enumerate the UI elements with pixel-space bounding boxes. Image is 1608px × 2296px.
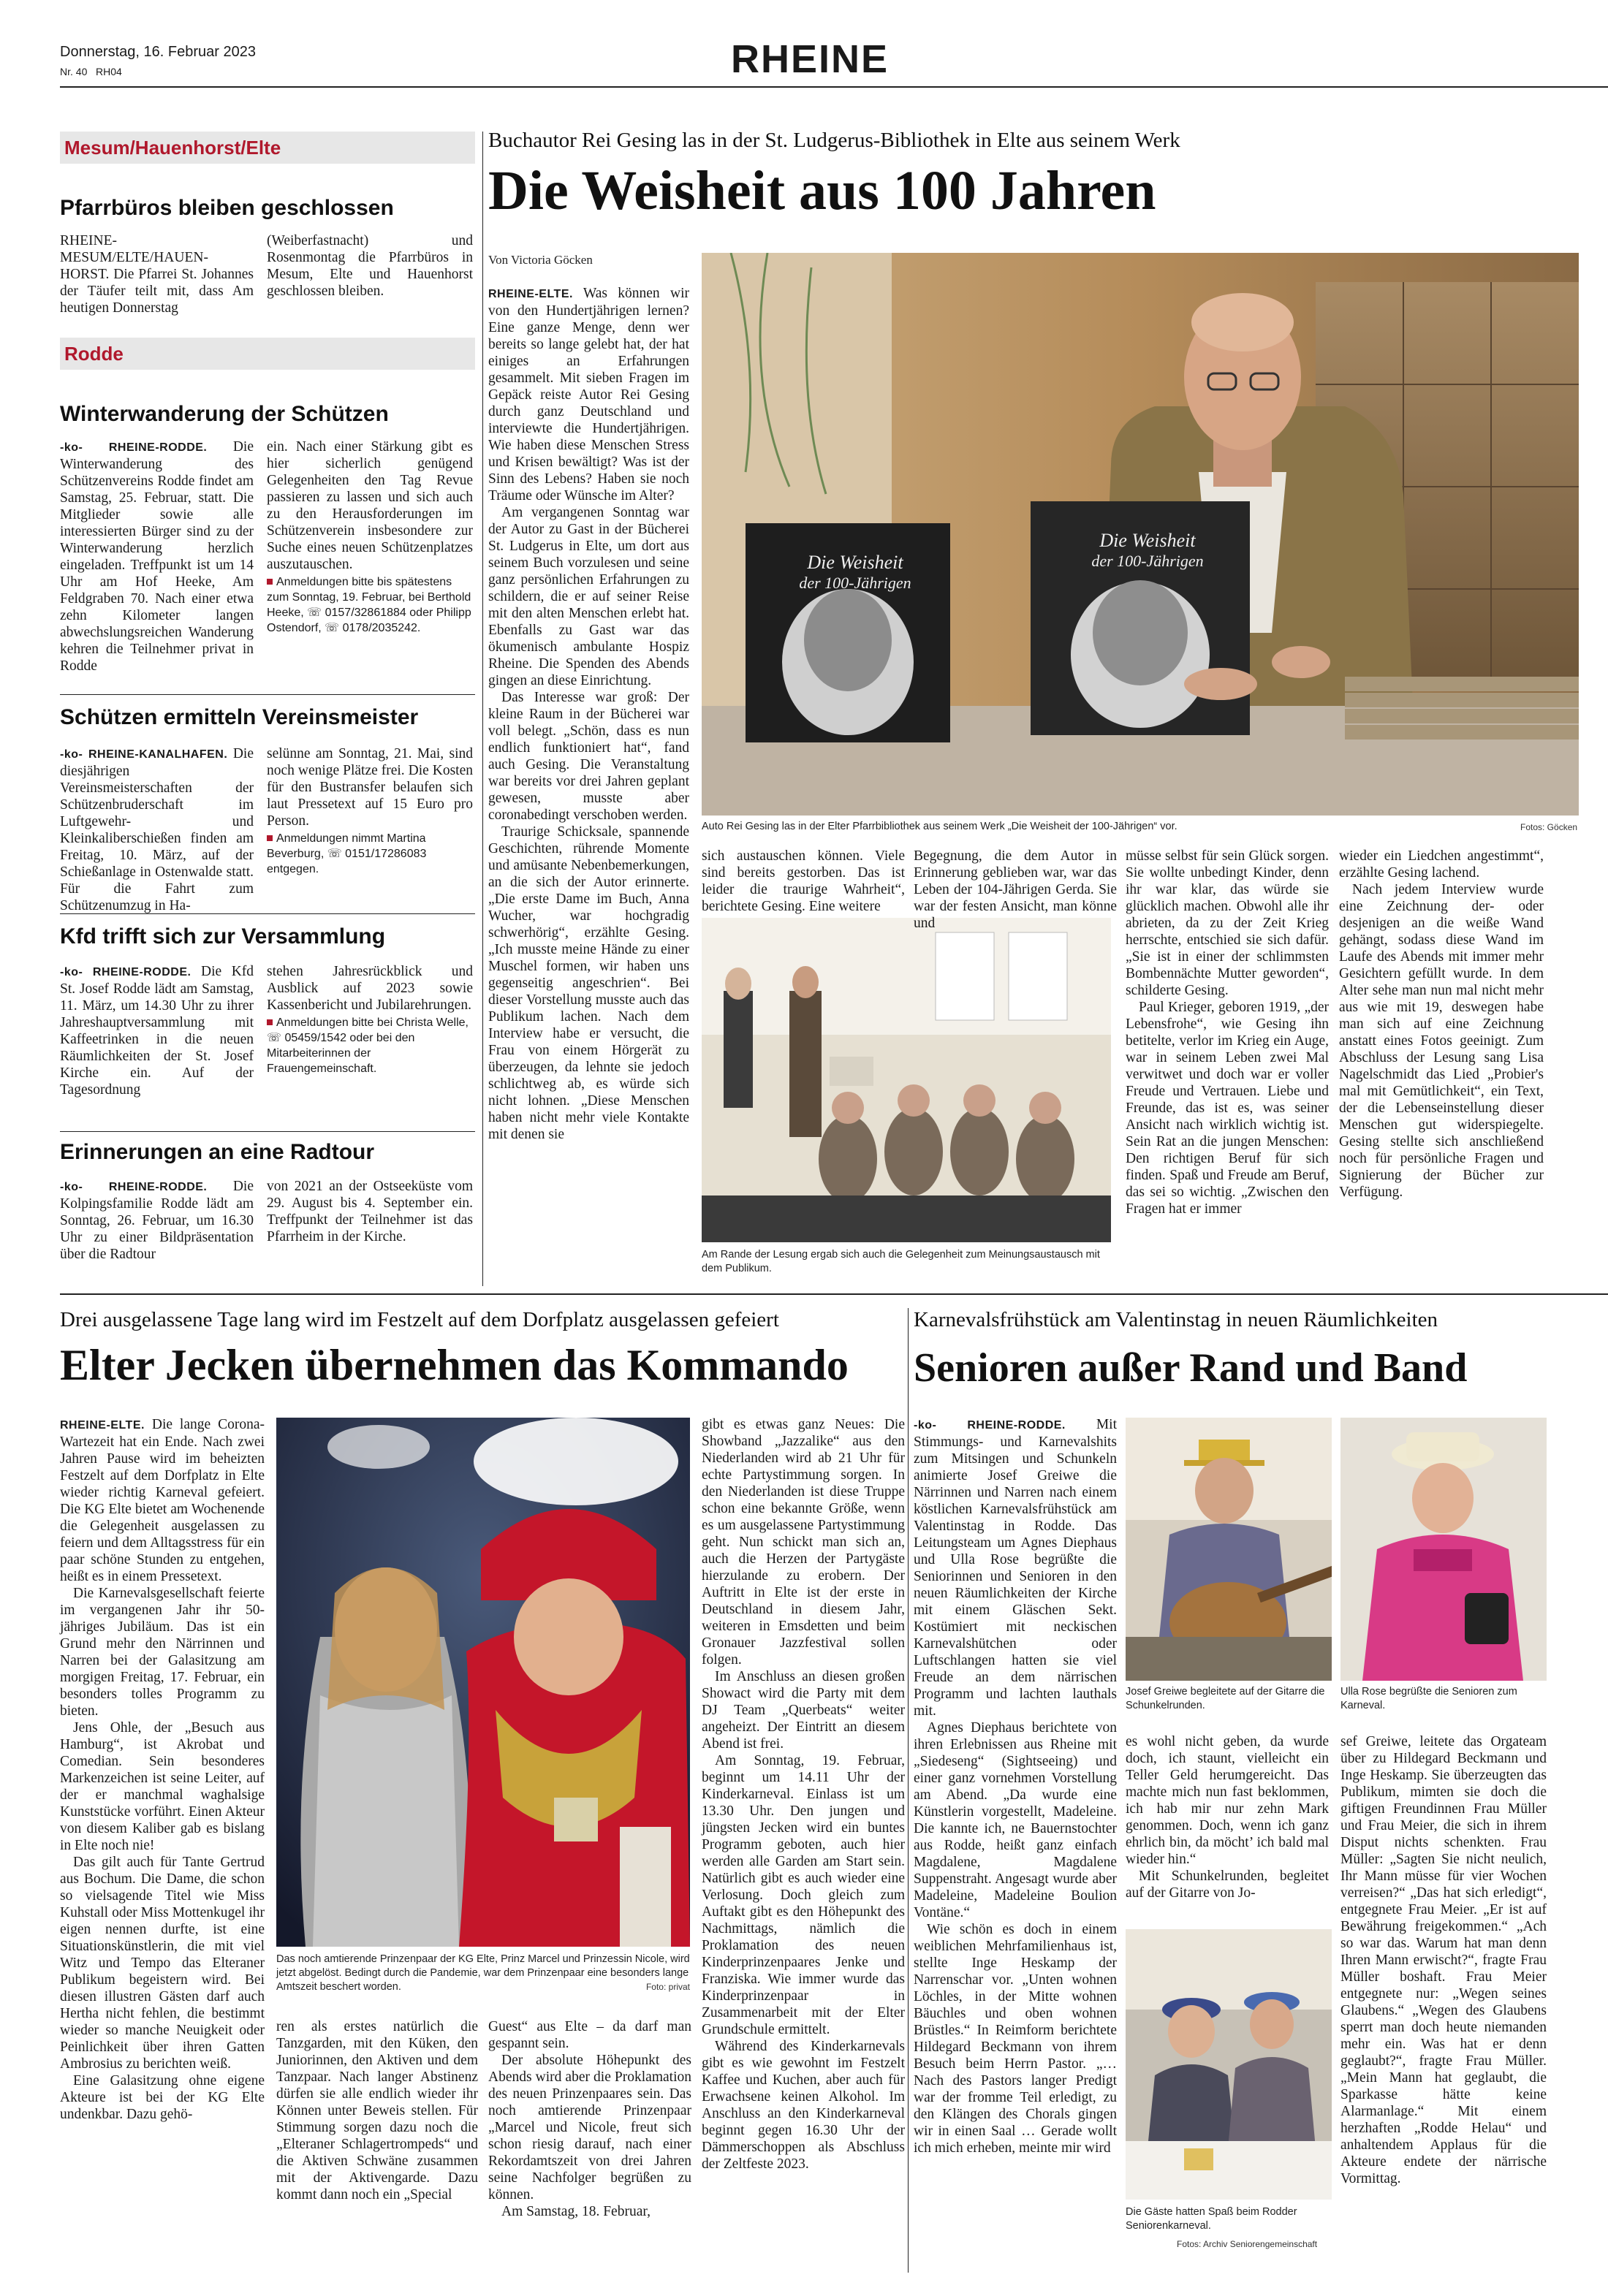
prince-couple-image bbox=[276, 1418, 690, 1947]
text: Am vergangenen Sonntag war der Autor zu Gast in der Bücherei St. Ludgerus in Elte, um dort aus seinem Buch vorzulesen und seine ganz persönlichen Erfahrungen zu schildern, die er auf seiner Reise mit den alten Menschen erlebt hat. Ebenfalls zu Gast war das ökumenisch ambulante Hospiz Rheine. Die Spenden des Abends gingen an diese Einrichtung. bbox=[488, 505, 689, 688]
page-date: Donnerstag, 16. Februar 2023 bbox=[60, 44, 256, 60]
section-divider bbox=[60, 1293, 1608, 1295]
book-cover-title bbox=[1053, 531, 1243, 571]
text: Die Karnevalsgesellschaft feierte im vergangenen Jahr ihr 50-jähriges Jubiläum. Das ist ein Grund mehr den Närrinnen und Narren bei der Galasitzung am morgigen Freitag, 17. Februar, ein besonders tolles Programm zu bieten. bbox=[60, 1586, 265, 1719]
text: Was können wir von den Hundertjährigen lernen? Eine ganze Menge, denn wer bereits so lange gelebt hat, der hat einiges an Erfahrungen gesammelt. Mit sieben Fragen im Gepäck reiste Autor Rei Gesing durch ganz Deutschland und interviewte die Hundertjährigen. Wie haben diese Menschen Stress und Krisen bewältigt? Was ist der Sinn des Lebens? Haben sie noch Träume oder Wünsche im Alter? bbox=[488, 286, 689, 503]
text: Im Anschluss an diesen großen Showact wird die Party mit dem DJ Team „Querbeats“ weiter angeheizt. Der Eintritt an diesem Abend ist frei. bbox=[702, 1669, 905, 1752]
article-radtour-col2 bbox=[267, 1178, 473, 1245]
lead-byline: Von Victoria Göcken bbox=[488, 253, 593, 267]
lead-article-col3 bbox=[914, 848, 1117, 932]
speaker-photo-caption: Ulla Rose begrüßte die Senioren zum Karneval. bbox=[1340, 1686, 1517, 1711]
text: selünne am Sonntag, 21. Mai, sind noch wenige Plätze frei. Die Kosten für den Bustransfer belaufen sich laut Pressetext auf 15 Euro pro Person. bbox=[267, 746, 473, 829]
header-rule bbox=[60, 86, 1608, 88]
article-winterwanderung-col2 bbox=[267, 438, 473, 636]
divider bbox=[60, 694, 475, 695]
article-radtour-col1 bbox=[60, 1178, 254, 1263]
article-kfd-col2 bbox=[267, 963, 473, 1076]
registration-note bbox=[267, 574, 473, 636]
senioren-col3 bbox=[1340, 1733, 1547, 2187]
text: Am Samstag, 18. Februar, bbox=[501, 2204, 651, 2219]
registration-note bbox=[267, 831, 473, 877]
kicker: -ko- RHEINE-RODDE. bbox=[60, 441, 208, 454]
headline-radtour: Erinnerungen an eine Radtour bbox=[60, 1140, 375, 1164]
lead-photo-caption: Auto Rei Gesing las in der Elter Pfarrbibliothek aus seinem Werk „Die Weisheit der 100-Jährigen“ vor. bbox=[702, 821, 1177, 832]
article-vereinsmeister-col2 bbox=[267, 745, 473, 877]
section-label: Mesum/Hauenhorst/Elte bbox=[64, 137, 281, 159]
text: Am Sonntag, 19. Februar, beginnt um 14.11 Uhr der Kinderkarneval. Einlass ist um 13.30 Uhr. Den jungen und jüngsten Jecken wird ein buntes Programm geboten, auch hier werden alle Garden am Start sein. Natürlich gibt es auch wieder eine Verlosung. Doch gleich zum Auftakt gibt es den Höhepunkt des Nachmittags, nämlich die Proklamation des neuen Kinderprinzenpaares Jenke und Franziska. Wie immer wurde das Kinderprinzenpaar in Zusammenarbeit mit der Elter Grundschule ermittelt. bbox=[702, 1753, 905, 2037]
text: Traurige Schicksale, spannende Geschichten, rührende Momente und amüsante Nebenbemerkungen, an die sich der Autor erinnerte. „Die erste Dame im Buch, Anna Wucher, war hochgradig schwerhörig“, erzählte Gesing. „Ich musste meine Hände zu einer Muschel formen, wir haben uns gegenseitig angeschrien“. Bei dieser Vorstellung musste auch das Publikum lachen. Nach dem Interview habe er versucht, die Frau von einem Hörgerät zu überzeugen, da lehnte sie jedoch schlichtweg ab, es würde sich nicht lohnen. „Diese Menschen haben nicht mehr viele Kontakte mit denen sie bbox=[488, 824, 689, 1142]
prince-photo-caption bbox=[276, 1953, 690, 1994]
guitar-photo bbox=[1126, 1418, 1332, 1681]
guests-photo-credit: Fotos: Archiv Seniorengemeinschaft bbox=[1177, 2239, 1318, 2249]
article-kfd-col1 bbox=[60, 963, 254, 1098]
jecken-headline: Elter Jecken übernehmen das Kommando bbox=[60, 1341, 849, 1389]
headline-winterwanderung: Winterwanderung der Schützen bbox=[60, 402, 389, 426]
caption-text: Das noch amtierende Prinzenpaar der KG Elte, Prinz Marcel und Prinzessin Nicole, wird jetzt abgelöst. Bedingt durch die Pandemie, war dem Prinzenpaar eine besonders lange Amtszeit beschert worden. bbox=[276, 1953, 690, 1993]
speaker-photo bbox=[1340, 1418, 1547, 1681]
text: RHEINE-MESUM/ELTE/HAUEN-HORST. Die Pfarrei St. Johannes der Täufer teilt mit, dass Am heutigen Donnerstag bbox=[60, 233, 254, 316]
text: Die Kfd St. Josef Rodde lädt am Samstag, 11. März, um 14.30 Uhr zu ihrer Jahreshauptversammlung mit Kaffeetrinken in die neuen Räumlichkeiten der St. Josef Kirche ein. Auf der Tagesordnung bbox=[60, 964, 254, 1098]
host-speaker-image bbox=[1340, 1418, 1547, 1681]
book-title-line: der 100-Jährigen bbox=[1091, 552, 1204, 570]
guests-image bbox=[1126, 1929, 1332, 2200]
text: Wie schön es doch in einem weiblichen Mehrfamilienhaus ist, stellte Inge Heskamp der Narrenschar vor. „Unten wohnen Löchles, in der Mitte wohnen Bäuchles und oben wohnen Brüstles.“ In Reimform berichtete Hildegard Beckmann von ihrem Besuch beim Herrn Pastor. „…Nach des Pastors langer Predigt war der fromme Teil erledigt, zu den Klängen des Chorals gingen wir in einen Saal … Gerade wollt ich mich erheben, meinte mir wird bbox=[914, 1922, 1117, 2156]
registration-note bbox=[267, 1015, 473, 1076]
text: Nach jedem Interview wurde eine Zeichnung der- oder desjenigen an die weiße Wand gehängt, sodass diese Wand im Laufe des Abends mit immer mehr Gesichtern gefüllt wurde. In dem Alter sehe man nun mal nicht mehr aus wie mit 19, deswegen habe man sich auf eine Zeichnung anstatt eines Fotos geeinigt. Zum Abschluss der Lesung sang Lisa Nagelschmidt das Lied „Probier's mal mit Gemütlichkeit“, ein Text, der die Lebenseinstellung dieser Menschen gut widerspiegelte. Gesing stellte sich anschließend noch für persönliche Fragen und Signierung der Bücher zur Verfügung. bbox=[1339, 882, 1544, 1200]
square-bullet-icon bbox=[267, 835, 273, 841]
photo-credit: Foto: privat bbox=[645, 1982, 690, 1992]
divider bbox=[60, 913, 475, 914]
text: sich austauschen können. Viele sind bereits gestorben. Das ist leider die traurige Wahrheit“, berichtete Gesing. Eine weitere bbox=[702, 848, 905, 914]
text: wieder ein Liedchen angestimmt“, erzählte Gesing lachend. bbox=[1339, 848, 1544, 881]
note-text: Anmeldungen nimmt Martina Beverburg, ☏ 0151/17286083 entgegen. bbox=[267, 832, 427, 875]
kicker: -ko- RHEINE-KANALHAFEN. bbox=[60, 748, 228, 761]
sidebar-divider bbox=[482, 132, 483, 1286]
text: Paul Krieger, geboren 1919, „der Lebensfrohe“, wie Gesing ihn betitelte, verlor im Krieg ein Auge, war in seinem Leben zwei Mal verwitwet und doch war er voller Freude und Vertrauen. Liebe und Freunde, das ist es, was seiner Ansicht nach wirklich wichtig ist. Sein Rat an die jungen Menschen: Den richtigen Beruf für sich finden. Spaß und Freude am Beruf, das sei so wichtig. „Zwischen den Fragen hat er immer bbox=[1126, 1000, 1329, 1217]
kicker: -ko- RHEINE-RODDE. bbox=[914, 1419, 1066, 1432]
book-cover-title bbox=[767, 552, 943, 593]
issue-label: Nr. 40 bbox=[60, 66, 88, 77]
lead-article-col5 bbox=[1339, 848, 1544, 1201]
article-vereinsmeister-col1 bbox=[60, 745, 254, 914]
reading-photo-caption: Am Rande der Lesung ergab sich auch die Gelegenheit zum Meinungsaustausch mit dem Publikum. bbox=[702, 1249, 1100, 1274]
lead-photo bbox=[702, 253, 1579, 816]
kicker: -ko- RHEINE-RODDE. bbox=[60, 1181, 208, 1193]
section-label: Rodde bbox=[64, 343, 124, 365]
lead-article-col2 bbox=[702, 848, 905, 915]
jecken-col1 bbox=[60, 1416, 265, 2123]
text: (Weiberfastnacht) und Rosenmontag die Pfarrbüros in Mesum, Elte und Hauenhorst geschlossen bleiben. bbox=[267, 233, 473, 299]
text: Während des Kinderkarnevals gibt es wie gewohnt im Festzelt Kaffee und Kuchen, aber auch für Erwachsene keinen Alkohol. Im Anschluss an den Kinderkarneval beginnt gegen 16.30 Uhr der Dämmerschoppen als Abschluss der Zeltfeste 2023. bbox=[702, 2039, 905, 2172]
issue-number bbox=[60, 66, 122, 77]
jecken-dek: Drei ausgelassene Tage lang wird im Festzelt auf dem Dorfplatz ausgelassen gefeiert bbox=[60, 1308, 779, 1331]
book-title-line: der 100-Jährigen bbox=[799, 574, 911, 592]
divider bbox=[60, 1131, 475, 1132]
lead-photo-credit: Fotos: Göcken bbox=[1520, 822, 1578, 832]
text: ein. Nach einer Stärkung gibt es hier sicherlich genügend Gelegenheiten den Tag Revue passieren zu lassen und sich auch zu den Herausforderungen im Schützenverein insbesondere zur Suche eines neuen Schützenplatzes auszutauschen. bbox=[267, 439, 473, 572]
text: Eine Galasitzung ohne eigene Akteure ist bei der KG Elte undenkbar. Dazu gehö- bbox=[60, 2073, 265, 2122]
text: müsse selbst für sein Glück sorgen. Sie wollte unbedingt Kinder, denn ihr war klar, das würde sie glücklich machen. Obwohl alle ihr abrieten, da zu der Zeit Krieg herrschte, entschied sie sich dafür. „Sie ist in einer der schlimmsten Bombennächte Mutter geworden“, schilderte Gesing. bbox=[1126, 848, 1329, 998]
guitar-photo-caption: Josef Greiwe begleitete auf der Gitarre die Schunkelrunden. bbox=[1126, 1686, 1325, 1711]
note-text: Anmeldungen bitte bei Christa Welle, ☏ 05459/1542 oder bei den Mitarbeiterinnen der Frauengemeinschaft. bbox=[267, 1016, 469, 1075]
text: Die lange Corona-Wartezeit hat ein Ende. Nach zwei Jahren Pause wird im beheizten Festzelt auf dem Dorfplatz in Elte wieder richtig Karneval gefeiert. Die KG Elte bietet am Wochenende die Gelegenheit ausgelassen zu feiern und dem Alltagsstress für ein paar schöne Stunden zu entgehen, heißt es in einem Pressetext. bbox=[60, 1417, 265, 1584]
section-bar-rodde bbox=[60, 338, 475, 370]
edition-label: RH04 bbox=[96, 66, 122, 77]
kicker: -ko- RHEINE-RODDE. bbox=[60, 966, 191, 978]
text: Guest“ aus Elte – da darf man gespannt sein. bbox=[488, 2019, 691, 2051]
jecken-col3 bbox=[488, 2018, 691, 2220]
text: Die diesjährigen Vereinsmeisterschaften der Schützenbruderschaft im Luftgewehr- und Kleinkaliberschießen finden am Freitag, 10. März, auf der Schießanlage in Ostenwalde statt. Für die Fahrt zum Schützenumzug in Ha- bbox=[60, 746, 254, 913]
note-text: Anmeldungen bitte bis spätestens zum Sonntag, 19. Februar, bei Berthold Heeke, ☏ 0157/32861884 oder Philipp Ostendorf, ☏ 0178/2035242. bbox=[267, 576, 471, 634]
senioren-headline: Senioren außer Rand und Band bbox=[914, 1345, 1468, 1391]
lead-article-col1 bbox=[488, 285, 689, 1143]
text: Begegnung, die dem Autor in Erinnerung geblieben war, war das Leben der 104-Jährigen Gerda. Sie war der festen Ansicht, man könne und bbox=[914, 848, 1117, 931]
article-pfarrbueros-col1 bbox=[60, 232, 254, 316]
audience-photo bbox=[702, 918, 1111, 1242]
text: stehen Jahresrückblick und Ausblick auf 2023 sowie Kassenbericht und Jubilarehrungen. bbox=[267, 964, 473, 1013]
kicker: RHEINE-ELTE. bbox=[60, 1419, 145, 1432]
page-section-title: RHEINE bbox=[731, 37, 890, 81]
jecken-col2 bbox=[276, 2018, 478, 2203]
headline-pfarrbueros: Pfarrbüros bleiben geschlossen bbox=[60, 196, 394, 220]
article-pfarrbueros-col2 bbox=[267, 232, 473, 300]
guitar-player-image bbox=[1126, 1418, 1332, 1681]
text: Die Kolpingsfamilie Rodde lädt am Sonntag, 26. Februar, um 16.30 Uhr zu einer Bildpräsentation über die Radtour bbox=[60, 1179, 254, 1262]
guests-photo-caption: Die Gäste hatten Spaß beim Rodder Seniorenkarneval. bbox=[1126, 2206, 1297, 2232]
text: von 2021 an der Ostseeküste vom 29. August bis 4. September ein. Treffpunkt der Teilnehmer ist das Pfarrheim in der Kirche. bbox=[267, 1179, 473, 1244]
text: Mit Schunkelrunden, begleitet auf der Gitarre von Jo- bbox=[1126, 1869, 1329, 1901]
lead-headline: Die Weisheit aus 100 Jahren bbox=[488, 160, 1156, 221]
senioren-col2 bbox=[1126, 1733, 1329, 1901]
text: Das Interesse war groß: Der kleine Raum in der Bücherei war voll belegt. „Schön, dass es nun endlich funktioniert hat“, fand auch Gesing. Die Veranstaltung war bereits vor drei Jahren geplant gewesen, musste aber coronabedingt verschoben werden. bbox=[488, 690, 689, 823]
column-divider bbox=[908, 1308, 909, 2273]
text: Mit Stimmungs- und Karnevalshits zum Mitsingen und Schunkeln animierte Josef Greiwe die Närrinnen und Narren nach einem köstlichen Karnevalsfrühstück am Valentinstag in Rodde. Das Leitungsteam um Agnes Diephaus und Ulla Rose begrüßte die Seniorinnen und Senioren in den neuen Räumlichkeiten der Kirche mit einem Gläschen Sekt. Kostümiert mit neckischen Karnevalshütchen oder Luftschlangen hatten sie viel Freude an dem närrischen Programm und lachten lauthals mit. bbox=[914, 1417, 1117, 1719]
text: es wohl nicht geben, da wurde doch, ich staunt, vielleicht ein Teller Geld herumgereicht. Das machte mich nun fast beklommen, ich hab mir nur zehn Mark genommen. Doch, wenn ich ganz ehrlich bin, da möcht’ ich bald mal wieder hin.“ bbox=[1126, 1734, 1329, 1867]
text: Der absolute Höhepunkt des Abends wird aber die Proklamation des neuen Prinzenpaares sein. Das noch amtierende Prinzenpaar „Marcel und Nicole, freut sich schon riesig darauf, nach einer Rekordamtszeit von drei Jahren seine Nachfolger begrüßen zu können. bbox=[488, 2053, 691, 2202]
square-bullet-icon bbox=[267, 1019, 273, 1025]
senioren-dek: Karnevalsfrühstück am Valentinstag in neuen Räumlichkeiten bbox=[914, 1308, 1438, 1331]
kicker: RHEINE-ELTE. bbox=[488, 288, 573, 300]
prince-couple-photo bbox=[276, 1418, 690, 1947]
headline-vereinsmeister: Schützen ermitteln Vereinsmeister bbox=[60, 705, 419, 729]
text: gibt es etwas ganz Neues: Die Showband „Jazzalike“ aus den Niederlanden wird ab 21 Uhr für echte Partystimmung sorgen. In den Niederlanden ist diese Truppe schon eine bekannte Größe, wenn es um ausgelassene Partystimmung geht. Nun schickt man sich an, auch die Herzen der Partygäste hierzulande zu erobern. Der Auftritt in Elte ist der erste in Deutschland in diesem Jahr, weiteren in Emsdetten und beim Gronauer Jazzfestival sollen folgen. bbox=[702, 1417, 905, 1668]
article-winterwanderung-col1 bbox=[60, 438, 254, 674]
text: Jens Ohle, der „Besuch aus Hamburg“, ist Akrobat und Comedian. Sein besonderes Markenzeichen ist seine Leiter, auf der er manchmal waghalsige Kunststücke vorführt. Einen Akteur von diesem Kaliber gab es bislang in Elte noch nie! bbox=[60, 1720, 265, 1853]
text: Agnes Diephaus berichtete von ihren Erlebnissen aus Rheine mit „Siedeseng“ (Sightseeing) und einer ganz vornehmen Vorstellung am Abend. „Da wurde eine Künstlerin vorgestellt, Madeleine. Die kannte ich, ne Bauernstochter aus Rodde, heißt ganz einfach Magdalene, Magdalene Suppenstraht. Angesagt wurde aber Madeleine, Madeleine Boulion Vontäne.“ bbox=[914, 1720, 1117, 1920]
reading-photo bbox=[702, 918, 1111, 1242]
section-bar-mesum bbox=[60, 132, 475, 164]
book-title-line: Die Weisheit bbox=[1099, 530, 1196, 551]
square-bullet-icon bbox=[267, 579, 273, 585]
lead-dek: Buchautor Rei Gesing las in der St. Ludgerus-Bibliothek in Elte aus seinem Werk bbox=[488, 129, 1180, 152]
guests-photo bbox=[1126, 1929, 1332, 2200]
text: sef Greiwe, leitete das Orgateam über zu Hildegard Beckmann und Inge Heskamp. Sie überzeugten das Publikum, mimten sie doch die giftigen Freundinnen Frau Müller und Frau Meier, die sich in ihrem Disput nichts schenkten. Frau Müller: „Sagten Sie nicht neulich, Ihr Mann müsse für vier Wochen verreisen?“ „Das hat sich erledigt“, entgegnete Frau Meier. „Er ist auf Bewährung freigekommen.“ „Ach so war das. Warum hat man denn Ihren Mann erwischt?“, fragte Frau Müller boshaft. Frau Meier entgegnete nur: „Wegen seines Glaubens.“ „Wegen des Glaubens sperrt man doch heute niemanden mehr ein. Was hat er denn geglaubt?“, fragte Frau Müller. „Mein Mann hat geglaubt, die Sparkasse hätte keine Alarmanlage.“ Mit einem herzhaften „Rodde Helau“ und anhaltendem Applaus für die Akteure endete der närrische Vormittag. bbox=[1340, 1734, 1547, 2186]
jecken-col4 bbox=[702, 1416, 905, 2173]
headline-kfd: Kfd trifft sich zur Versammlung bbox=[60, 924, 386, 949]
lead-article-col4 bbox=[1126, 848, 1329, 1217]
text: ren als erstes natürlich die Tanzgarden, mit den Küken, den Juniorinnen, den Aktiven und dem Tanzpaar. Nach langer Abstinenz dürfen sie alle endlich wieder ihr Können unter Beweis stellen. Für Stimmung sorgen dazu noch die „Elteraner Schlagertrompeds“ und die Aktiven Schwäne zusammen mit der Aktivengarde. Dazu kommt dann noch ein „Special bbox=[276, 2019, 478, 2202]
text: Die Winterwanderung des Schützenvereins Rodde findet am Samstag, 25. Februar, statt. Die Mitglieder sowie alle interessierten Bürger sind zu der Winterwanderung herzlich eingeladen. Treffpunkt ist um 14 Uhr am Hof Heeke, Am Feldgraben 70. Nach einer etwa zehn Kilometer langen abwechslungsreichen Wanderung kehren die Teilnehmer privat in Rodde bbox=[60, 439, 254, 674]
text: Das gilt auch für Tante Gertrud aus Bochum. Die Dame, die schon so vielsagende Titel wie Miss Kuhstall oder Miss Mottenkugel ihr eigen nennen durfte, ist eine Situationskünstlerin, die mit viel Witz und Tempo das Elteraner Publikum begeistern wird. Bei diesen illustren Gästen darf auch Hertha nicht fehlen, die bestimmt wieder so manche Neuigkeit oder Peinlichkeit über ihren Gatten Ambrosius zu berichten weiß. bbox=[60, 1855, 265, 2072]
book-title-line: Die Weisheit bbox=[807, 552, 903, 573]
senioren-col1 bbox=[914, 1416, 1117, 2156]
